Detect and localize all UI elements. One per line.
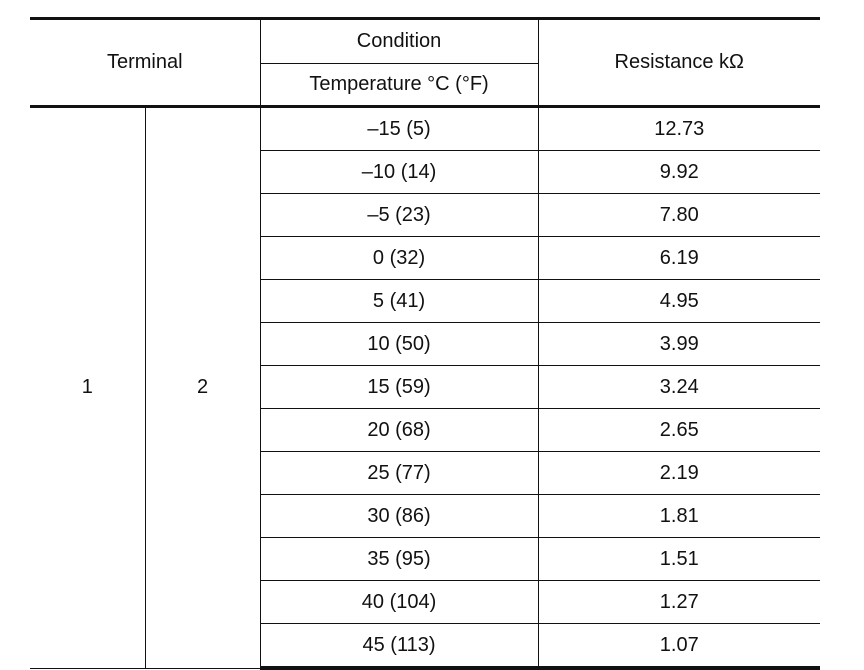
temperature-cell: –5 (23) [260, 194, 538, 237]
temperature-cell: 5 (41) [260, 280, 538, 323]
resistance-cell: 4.95 [538, 280, 820, 323]
resistance-cell: 12.73 [538, 107, 820, 151]
temperature-cell: 0 (32) [260, 237, 538, 280]
temperature-cell: 30 (86) [260, 495, 538, 538]
resistance-cell: 2.19 [538, 452, 820, 495]
temperature-header: Temperature °C (°F) [260, 64, 538, 107]
temperature-cell: –15 (5) [260, 107, 538, 151]
resistance-cell: 1.81 [538, 495, 820, 538]
temperature-cell: 25 (77) [260, 452, 538, 495]
temperature-cell: –10 (14) [260, 151, 538, 194]
temperature-cell: 40 (104) [260, 581, 538, 624]
resistance-header: Resistance kΩ [538, 19, 820, 107]
resistance-table-container [30, 17, 820, 670]
terminal-header: Terminal [30, 19, 260, 107]
terminal-a-cell: 1 [30, 107, 145, 669]
temperature-cell: 45 (113) [260, 624, 538, 669]
resistance-cell: 1.07 [538, 624, 820, 669]
table-header [30, 19, 820, 107]
resistance-cell: 9.92 [538, 151, 820, 194]
table-body [30, 107, 820, 669]
resistance-cell: 3.99 [538, 323, 820, 366]
resistance-cell: 6.19 [538, 237, 820, 280]
temperature-cell: 10 (50) [260, 323, 538, 366]
resistance-cell: 1.51 [538, 538, 820, 581]
header-row-top [30, 19, 820, 64]
resistance-cell: 3.24 [538, 366, 820, 409]
resistance-table [30, 17, 820, 670]
condition-header: Condition [260, 19, 538, 64]
resistance-cell: 1.27 [538, 581, 820, 624]
resistance-cell: 2.65 [538, 409, 820, 452]
table-row [30, 107, 820, 151]
temperature-cell: 20 (68) [260, 409, 538, 452]
terminal-b-cell: 2 [145, 107, 260, 669]
temperature-cell: 35 (95) [260, 538, 538, 581]
temperature-cell: 15 (59) [260, 366, 538, 409]
resistance-cell: 7.80 [538, 194, 820, 237]
